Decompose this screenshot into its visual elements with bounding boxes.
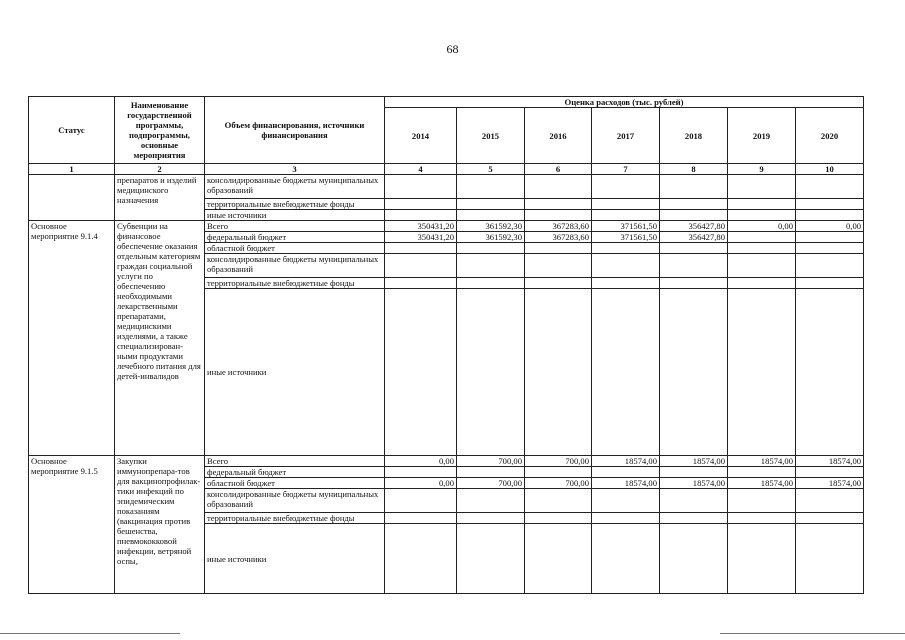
amount-cell bbox=[592, 199, 660, 210]
amount-cell bbox=[457, 210, 525, 221]
amount-cell bbox=[728, 254, 796, 278]
amount-cell bbox=[592, 524, 660, 594]
funding-source-cell: федеральный бюджет bbox=[205, 467, 385, 478]
column-number: 3 bbox=[205, 164, 385, 175]
amount-cell bbox=[592, 467, 660, 478]
header-year: 2015 bbox=[457, 108, 525, 164]
amount-cell: 18574,00 bbox=[660, 456, 728, 467]
amount-cell bbox=[660, 199, 728, 210]
amount-cell bbox=[796, 489, 864, 513]
amount-cell bbox=[592, 175, 660, 199]
amount-cell bbox=[728, 232, 796, 243]
amount-cell bbox=[728, 175, 796, 199]
page-number: 68 bbox=[446, 42, 459, 56]
amount-cell bbox=[660, 524, 728, 594]
amount-cell bbox=[525, 199, 592, 210]
amount-cell bbox=[525, 175, 592, 199]
amount-cell bbox=[385, 524, 457, 594]
header-status: Статус bbox=[29, 97, 115, 164]
column-number: 10 bbox=[796, 164, 864, 175]
amount-cell bbox=[525, 210, 592, 221]
funding-source-cell: областной бюджет bbox=[205, 478, 385, 489]
amount-cell bbox=[385, 278, 457, 289]
amount-cell bbox=[525, 467, 592, 478]
amount-cell: 0,00 bbox=[728, 221, 796, 232]
program-name-cell: препаратов и изделий медицинского назначения bbox=[115, 175, 205, 221]
amount-cell: 18574,00 bbox=[592, 478, 660, 489]
amount-cell: 0,00 bbox=[385, 478, 457, 489]
amount-cell bbox=[525, 254, 592, 278]
column-number: 7 bbox=[592, 164, 660, 175]
amount-cell bbox=[728, 289, 796, 456]
amount-cell: 356427,80 bbox=[660, 232, 728, 243]
header-year: 2016 bbox=[525, 108, 592, 164]
amount-cell bbox=[457, 254, 525, 278]
amount-cell bbox=[728, 513, 796, 524]
header-estimate: Оценка расходов (тыс. рублей) bbox=[385, 97, 864, 108]
amount-cell bbox=[457, 243, 525, 254]
amount-cell: 700,00 bbox=[457, 456, 525, 467]
amount-cell bbox=[385, 243, 457, 254]
table-row bbox=[29, 456, 864, 467]
amount-cell: 18574,00 bbox=[592, 456, 660, 467]
amount-cell bbox=[796, 524, 864, 594]
amount-cell bbox=[728, 489, 796, 513]
amount-cell: 0,00 bbox=[385, 456, 457, 467]
amount-cell bbox=[728, 210, 796, 221]
financing-table bbox=[28, 96, 864, 594]
amount-cell bbox=[525, 513, 592, 524]
amount-cell bbox=[592, 278, 660, 289]
amount-cell: 18574,00 bbox=[728, 478, 796, 489]
header-year: 2017 bbox=[592, 108, 660, 164]
amount-cell bbox=[592, 513, 660, 524]
program-name-cell: Закупки иммунопрепара-тов для вакцинопрофилак-тики инфекций по эпидемическим показаниям (вакцинация против бешенства, пневмококковой инфекции, ветряной оспы, bbox=[115, 456, 205, 594]
funding-source-cell: областной бюджет bbox=[205, 243, 385, 254]
column-number: 8 bbox=[660, 164, 728, 175]
funding-source-cell: иные источники bbox=[205, 289, 385, 456]
amount-cell bbox=[796, 199, 864, 210]
funding-source-cell: консолидированные бюджеты муниципальных образований bbox=[205, 175, 385, 199]
amount-cell: 18574,00 bbox=[796, 456, 864, 467]
amount-cell bbox=[796, 243, 864, 254]
amount-cell bbox=[796, 254, 864, 278]
amount-cell bbox=[457, 289, 525, 456]
scan-artifact bbox=[0, 633, 180, 634]
amount-cell: 18574,00 bbox=[796, 478, 864, 489]
column-number: 6 bbox=[525, 164, 592, 175]
column-number: 4 bbox=[385, 164, 457, 175]
amount-cell bbox=[796, 278, 864, 289]
amount-cell bbox=[728, 243, 796, 254]
amount-cell bbox=[728, 467, 796, 478]
amount-cell bbox=[660, 289, 728, 456]
column-number: 1 bbox=[29, 164, 115, 175]
amount-cell bbox=[525, 278, 592, 289]
amount-cell bbox=[796, 175, 864, 199]
amount-cell: 367283,60 bbox=[525, 232, 592, 243]
amount-cell: 350431,20 bbox=[385, 232, 457, 243]
amount-cell bbox=[592, 289, 660, 456]
amount-cell bbox=[660, 243, 728, 254]
funding-source-cell: федеральный бюджет bbox=[205, 232, 385, 243]
column-number: 2 bbox=[115, 164, 205, 175]
amount-cell bbox=[385, 289, 457, 456]
amount-cell: 700,00 bbox=[525, 478, 592, 489]
amount-cell bbox=[796, 467, 864, 478]
amount-cell bbox=[728, 524, 796, 594]
amount-cell bbox=[592, 210, 660, 221]
amount-cell: 371561,50 bbox=[592, 232, 660, 243]
funding-source-cell: иные источники bbox=[205, 524, 385, 594]
program-name-cell: Субвенции на финансовое обеспечение оказания отдельным категориям граждан социальной услуги по обеспечению необходимыми лекарственными препаратами, медицинскими изделиями, а также специализирован-ными продуктами лечебного питания для детей-инвалидов bbox=[115, 221, 205, 456]
amount-cell: 371561,50 bbox=[592, 221, 660, 232]
amount-cell bbox=[728, 199, 796, 210]
header-year: 2014 bbox=[385, 108, 457, 164]
amount-cell bbox=[660, 489, 728, 513]
amount-cell bbox=[457, 467, 525, 478]
amount-cell bbox=[592, 254, 660, 278]
amount-cell bbox=[660, 467, 728, 478]
amount-cell bbox=[457, 524, 525, 594]
status-cell bbox=[29, 175, 115, 221]
amount-cell: 361592,30 bbox=[457, 221, 525, 232]
amount-cell bbox=[660, 254, 728, 278]
amount-cell: 700,00 bbox=[457, 478, 525, 489]
amount-cell: 18574,00 bbox=[728, 456, 796, 467]
amount-cell bbox=[796, 513, 864, 524]
header-year: 2018 bbox=[660, 108, 728, 164]
funding-source-cell: Всего bbox=[205, 456, 385, 467]
amount-cell bbox=[385, 199, 457, 210]
scan-artifact bbox=[720, 633, 905, 634]
funding-source-cell: консолидированные бюджеты муниципальных образований bbox=[205, 254, 385, 278]
amount-cell: 0,00 bbox=[796, 221, 864, 232]
funding-source-cell: территориальные внебюджетные фонды bbox=[205, 199, 385, 210]
header-source: Объем финансирования, источники финансирования bbox=[205, 97, 385, 164]
amount-cell bbox=[660, 278, 728, 289]
table-row bbox=[29, 175, 864, 199]
amount-cell bbox=[796, 232, 864, 243]
funding-source-cell: Всего bbox=[205, 221, 385, 232]
amount-cell bbox=[457, 199, 525, 210]
status-cell: Основное мероприятие 9.1.5 bbox=[29, 456, 115, 594]
amount-cell bbox=[457, 175, 525, 199]
status-cell: Основное мероприятие 9.1.4 bbox=[29, 221, 115, 456]
funding-source-cell: территориальные внебюджетные фонды bbox=[205, 278, 385, 289]
column-number: 5 bbox=[457, 164, 525, 175]
amount-cell bbox=[525, 489, 592, 513]
amount-cell bbox=[728, 278, 796, 289]
amount-cell: 700,00 bbox=[525, 456, 592, 467]
amount-cell bbox=[385, 489, 457, 513]
amount-cell: 356427,80 bbox=[660, 221, 728, 232]
funding-source-cell: иные источники bbox=[205, 210, 385, 221]
amount-cell bbox=[796, 289, 864, 456]
amount-cell: 367283,60 bbox=[525, 221, 592, 232]
amount-cell bbox=[592, 243, 660, 254]
amount-cell bbox=[660, 175, 728, 199]
funding-source-cell: консолидированные бюджеты муниципальных образований bbox=[205, 489, 385, 513]
amount-cell: 361592,30 bbox=[457, 232, 525, 243]
amount-cell bbox=[385, 467, 457, 478]
amount-cell: 350431,20 bbox=[385, 221, 457, 232]
funding-source-cell: территориальные внебюджетные фонды bbox=[205, 513, 385, 524]
header-year: 2020 bbox=[796, 108, 864, 164]
amount-cell bbox=[457, 278, 525, 289]
amount-cell bbox=[457, 513, 525, 524]
amount-cell bbox=[385, 210, 457, 221]
column-number: 9 bbox=[728, 164, 796, 175]
amount-cell bbox=[385, 254, 457, 278]
amount-cell bbox=[457, 489, 525, 513]
table-row bbox=[29, 221, 864, 232]
amount-cell bbox=[592, 489, 660, 513]
amount-cell bbox=[385, 175, 457, 199]
amount-cell: 18574,00 bbox=[660, 478, 728, 489]
amount-cell bbox=[660, 513, 728, 524]
header-year: 2019 bbox=[728, 108, 796, 164]
amount-cell bbox=[796, 210, 864, 221]
amount-cell bbox=[525, 243, 592, 254]
amount-cell bbox=[525, 524, 592, 594]
amount-cell bbox=[385, 513, 457, 524]
amount-cell bbox=[525, 289, 592, 456]
header-name: Наименование государственной программы, подпрограммы, основные мероприятия bbox=[115, 97, 205, 164]
amount-cell bbox=[660, 210, 728, 221]
